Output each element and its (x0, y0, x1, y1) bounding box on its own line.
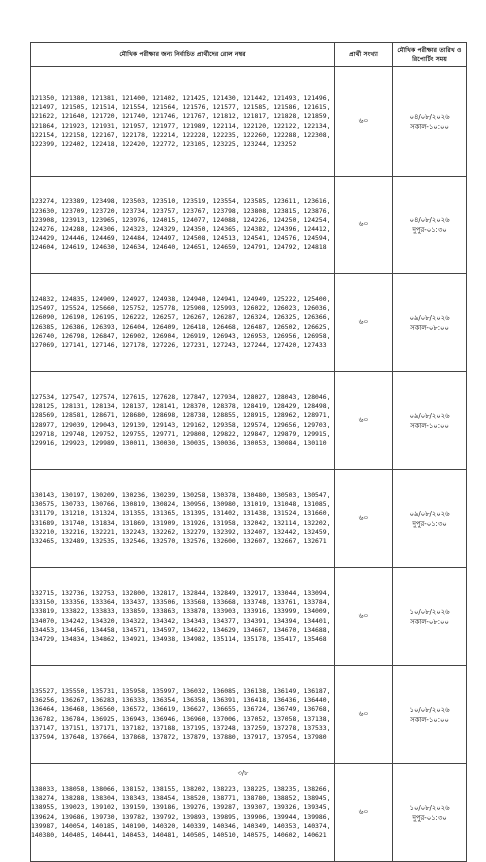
interview-date: ০৯/০৮/২০২৬ (409, 411, 450, 420)
table-row (31, 568, 467, 666)
roll-numbers-cell: 127534, 127547, 127574, 127615, 127628, 127847, 127934, 128027, 128043, 128046, 128125, 128131, 128134, 128137, 128141, 128370, 128378, 128419, 128429, 128498, 128569, 128581, 128671, 128680, 128698, 128738, 128855, 128915, 128962, 128971, 128977, 129039, 129043, 129139, 129143, 129162, 129358, 129574, 129656, 129703, 129718, 129748, 129752, 129755, 129771, 129808, 129822, 129847, 129879, 129915, 129916, 129923, 129989, 130011, 130030, 130035, 130036, 130053, 130084, 130110 (31, 372, 335, 470)
header-interview-date-time: মৌখিক পরীক্ষার তারিখ ও রিপোর্টিং সময় (393, 43, 467, 67)
interview-date: ১০/০৮/২০২৬ (409, 803, 450, 812)
table-row (31, 666, 467, 764)
interview-date: ১০/০৮/২০২৬ (409, 607, 450, 616)
reporting-time: দুপুর-০১:৩০ (412, 519, 447, 528)
table-body (31, 67, 467, 862)
date-time-cell (393, 470, 467, 568)
candidate-count-cell: ৬০ (335, 764, 393, 862)
interview-date: ০৯/০৮/২০২৬ (409, 509, 450, 518)
candidate-count-cell: ৬০ (335, 177, 393, 274)
candidate-count-cell: ৬০ (335, 470, 393, 568)
interview-date: ০৪/০৮/২০২৬ (409, 216, 450, 224)
roll-numbers-cell: 135527, 135550, 135731, 135958, 135997, 136032, 136085, 136138, 136149, 136187, 136256, 136267, 136283, 136333, 136354, 136358, 136391, 136418, 136436, 136440, 136464, 136468, 136560, 136572, 136619, 136627, 136655, 136724, 136749, 136768, 136782, 136784, 136925, 136943, 136946, 136960, 137006, 137052, 137058, 137138, 137147, 137151, 137171, 137182, 137188, 137195, 137248, 137259, 137278, 137533, 137594, 137648, 137664, 137868, 137872, 137879, 137880, 137917, 137954, 137980 (31, 666, 335, 764)
reporting-time: সকাল-০৮:০০ (410, 323, 449, 332)
table-row (31, 274, 467, 372)
table-row (31, 372, 467, 470)
page-number: ৩/৮ (237, 769, 249, 777)
roll-numbers-cell: 124832, 124835, 124909, 124927, 124938, 124940, 124941, 124949, 125222, 125400, 125497, 125524, 125660, 125752, 125778, 125908, 125993, 126022, 126023, 126036, 126090, 126190, 126195, 126222, 126257, 126267, 126287, 126324, 126325, 126366, 126385, 126386, 126393, 126404, 126409, 126418, 126468, 126487, 126502, 126625, 126740, 126798, 126847, 126902, 126904, 126919, 126943, 126953, 126956, 126958, 127069, 127141, 127146, 127178, 127226, 127231, 127243, 127244, 127420, 127433 (31, 274, 335, 372)
roll-numbers-cell: 121350, 121380, 121381, 121400, 121402, 121425, 121430, 121442, 121493, 121496, 121497, 121505, 121514, 121554, 121564, 121576, 121577, 121585, 121586, 121615, 121622, 121640, 121720, 121740, 121746, 121767, 121812, 121817, 121828, 121859, 121864, 121923, 121931, 121957, 121977, 121989, 122114, 122120, 122122, 122134, 122154, 122158, 122167, 122178, 122214, 122228, 122235, 122260, 122288, 122308, 122399, 122402, 122418, 122420, 122772, 123105, 123225, 123244, 123252 (31, 67, 335, 177)
interview-date: ১০/০৮/২০২৬ (409, 705, 450, 714)
interview-date: ০৪/০৮/২০২৬ (409, 112, 450, 121)
candidate-count-cell: ৬০ (335, 67, 393, 177)
header-candidate-count: প্রার্থী সংখ্যা (335, 43, 393, 67)
date-time-cell (393, 177, 467, 274)
roll-numbers-cell: 138033, 138058, 138066, 138152, 138155, 138202, 138223, 138225, 138235, 138266, 138274, 138288, 138304, 138343, 138454, 138520, 138771, 138780, 138852, 138945, 138955, 139023, 139102, 139159, 139186, 139276, 139287, 139307, 139326, 139345, 139624, 139686, 139730, 139782, 139792, 139893, 139895, 139906, 139944, 139986, 139987, 140054, 140185, 140190, 140320, 140339, 140346, 140349, 140353, 140374, 140380, 140405, 140441, 140453, 140481, 140505, 140510, 140575, 140602, 140621 (31, 764, 335, 862)
reporting-time: দুপুর-০১:৩০ (412, 226, 447, 234)
date-time-cell (393, 666, 467, 764)
header-roll-numbers: মৌখিক পরীক্ষার জন্য নির্বাচিত প্রার্থীদের রোল নম্বর (31, 43, 335, 67)
candidate-count-cell: ৬০ (335, 372, 393, 470)
roll-numbers-cell: 132715, 132736, 132753, 132800, 132817, 132844, 132849, 132917, 133044, 133094, 133150, 133356, 133364, 133437, 133506, 133568, 133668, 133748, 133761, 133784, 133819, 133822, 133833, 133859, 133863, 133878, 133903, 133916, 133999, 134009, 134070, 134242, 134320, 134322, 134342, 134343, 134377, 134391, 134394, 134401, 134453, 134456, 134458, 134571, 134597, 134622, 134629, 134667, 134670, 134688, 134729, 134834, 134862, 134921, 134938, 134982, 135114, 135178, 135417, 135468 (31, 568, 335, 666)
reporting-time: সকাল-১০:০০ (410, 715, 449, 724)
candidate-count-cell: ৬০ (335, 666, 393, 764)
date-time-cell (393, 67, 467, 177)
date-time-cell (393, 372, 467, 470)
table-row (31, 177, 467, 274)
reporting-time: সকাল-০৮:০০ (410, 617, 449, 626)
roll-numbers-cell: 130143, 130197, 130209, 130236, 130239, 130258, 130378, 130480, 130503, 130547, 130575, 130733, 130766, 130819, 130824, 130956, 130980, 131019, 131048, 131085, 131179, 131210, 131324, 131355, 131365, 131395, 131402, 131438, 131524, 131660, 131689, 131740, 131834, 131869, 131909, 131926, 131958, 132042, 132114, 132202, 132210, 132216, 132221, 132243, 132262, 132279, 132392, 132407, 132442, 132459, 132465, 132489, 132535, 132546, 132570, 132576, 132600, 132607, 132667, 132671 (31, 470, 335, 568)
interview-date: ০৯/০৮/২০২৬ (409, 313, 450, 322)
interview-schedule-table (30, 42, 467, 862)
reporting-time: সকাল-১০:০০ (410, 421, 449, 430)
candidate-count-cell: ৬০ (335, 568, 393, 666)
roll-numbers-cell: 123274, 123389, 123498, 123503, 123510, 123519, 123554, 123585, 123611, 123616, 123630, 123709, 123720, 123734, 123757, 123767, 123798, 123808, 123815, 123876, 123908, 123913, 123965, 123976, 124015, 124077, 124088, 124226, 124250, 124254, 124276, 124288, 124306, 124323, 124329, 124350, 124365, 124382, 124396, 124412, 124429, 124446, 124469, 124484, 124497, 124508, 124513, 124541, 124576, 124594, 124604, 124619, 124630, 124634, 124640, 124651, 124659, 124791, 124792, 124818 (31, 177, 335, 274)
table-row (31, 67, 467, 177)
date-time-cell (393, 568, 467, 666)
table-row (31, 470, 467, 568)
candidate-count-cell: ৬০ (335, 274, 393, 372)
reporting-time: দুপুর-০১:৩০ (412, 813, 447, 822)
date-time-cell (393, 274, 467, 372)
table-header-row (31, 43, 467, 67)
reporting-time: সকাল-১০:০০ (410, 122, 449, 131)
